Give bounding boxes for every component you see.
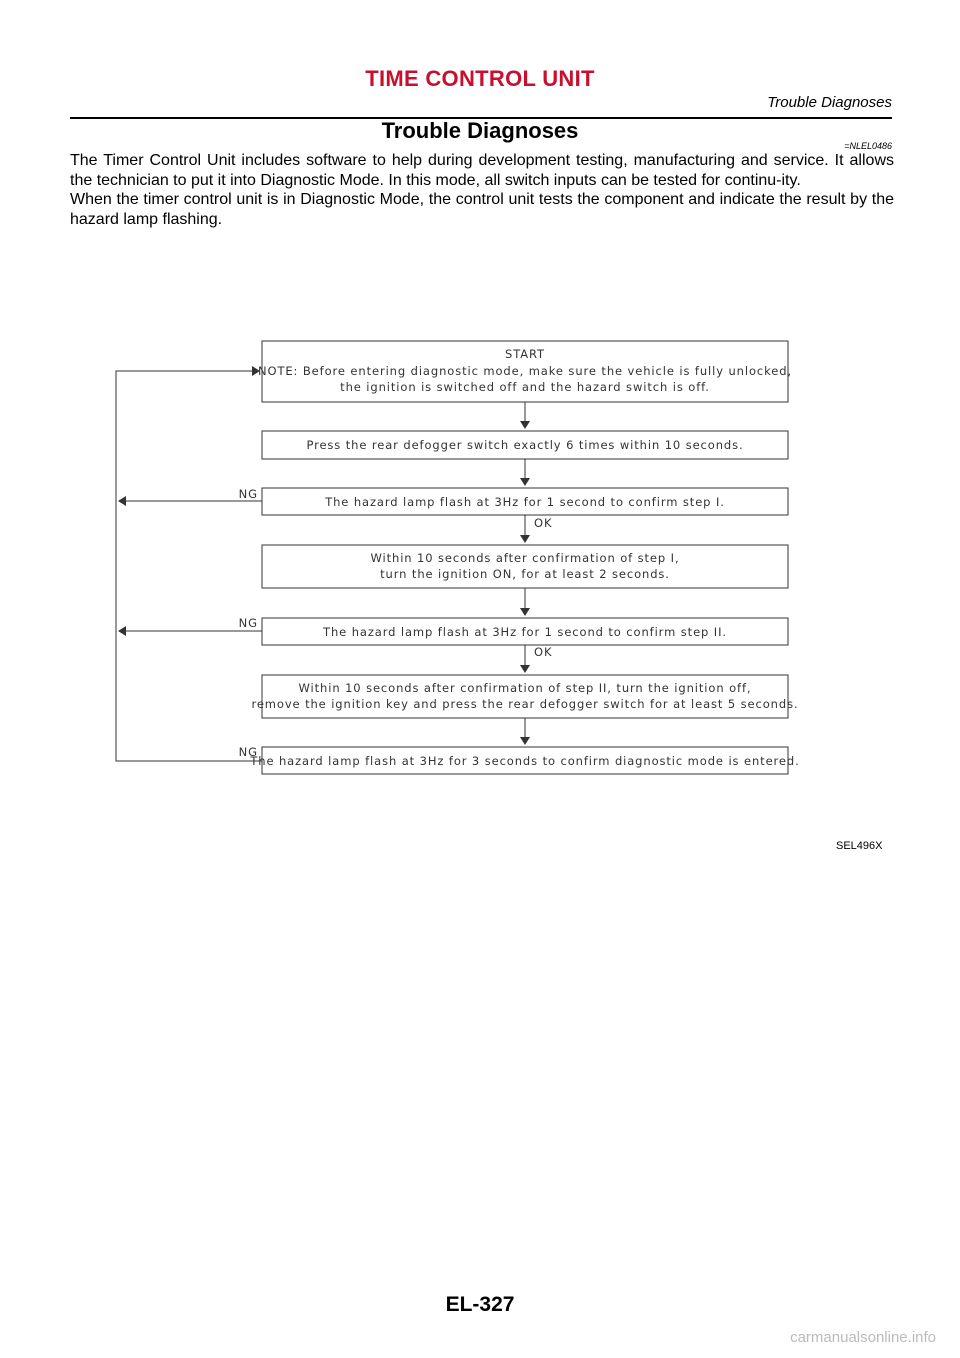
ng-return-loop [116,371,262,761]
step2-text-line2: turn the ignition ON, for at least 2 seconds. [380,567,670,581]
step1-text: Press the rear defogger switch exactly 6 times within 10 seconds. [306,438,744,452]
step3-text-line2: remove the ignition key and press the rear defogger switch for at least 5 seconds. [251,697,799,711]
step3-text-line1: Within 10 seconds after confirmation of step II, turn the ignition off, [298,681,752,695]
page-header-title: TIME CONTROL UNIT [365,66,595,91]
start-note-line1: NOTE: Before entering diagnostic mode, make sure the vehicle is fully unlocked, [257,364,793,378]
start-note-line2: the ignition is switched off and the hazard switch is off. [340,380,710,394]
step2-box [262,545,788,588]
intro-paragraph-1: The Timer Control Unit includes software to help during development testing, manufacturing and service. It allows the technician to put it into Diagnostic Mode. In this mode, all switch inputs can be tested for continu-ity. [70,152,894,189]
check2-box [262,618,788,645]
intro-text [70,151,894,229]
section-code: =NLEL0486 [844,141,892,151]
check3-text: The hazard lamp flash at 3Hz for 3 seconds to confirm diagnostic mode is entered. [250,754,800,768]
section-title: Trouble Diagnoses [381,118,579,143]
intro-paragraph-2: When the timer control unit is in Diagnostic Mode, the control unit tests the component and indicate the result by the hazard lamp flashing. [70,191,894,228]
check2-text: The hazard lamp flash at 3Hz for 1 second to confirm step II. [323,625,727,639]
start-box [262,341,788,402]
figure-reference: SEL496X [836,840,883,852]
ng-label-2: NG [238,616,258,630]
ok-label-1: OK [534,516,553,530]
start-label: START [505,347,545,361]
step3-box [262,675,788,718]
step1-box [262,431,788,459]
ng-label-1: NG [238,487,258,501]
check3-box [262,747,788,774]
check1-box [262,488,788,515]
page-header-subtitle: Trouble Diagnoses [767,94,892,111]
watermark: carmanualsonline.info [790,1329,936,1346]
page-number: EL-327 [445,1293,515,1316]
ng-label-3: NG [238,745,258,759]
check1-text: The hazard lamp flash at 3Hz for 1 second to confirm step I. [325,495,725,509]
step2-text-line1: Within 10 seconds after confirmation of step I, [370,551,680,565]
ok-label-2: OK [534,645,553,659]
